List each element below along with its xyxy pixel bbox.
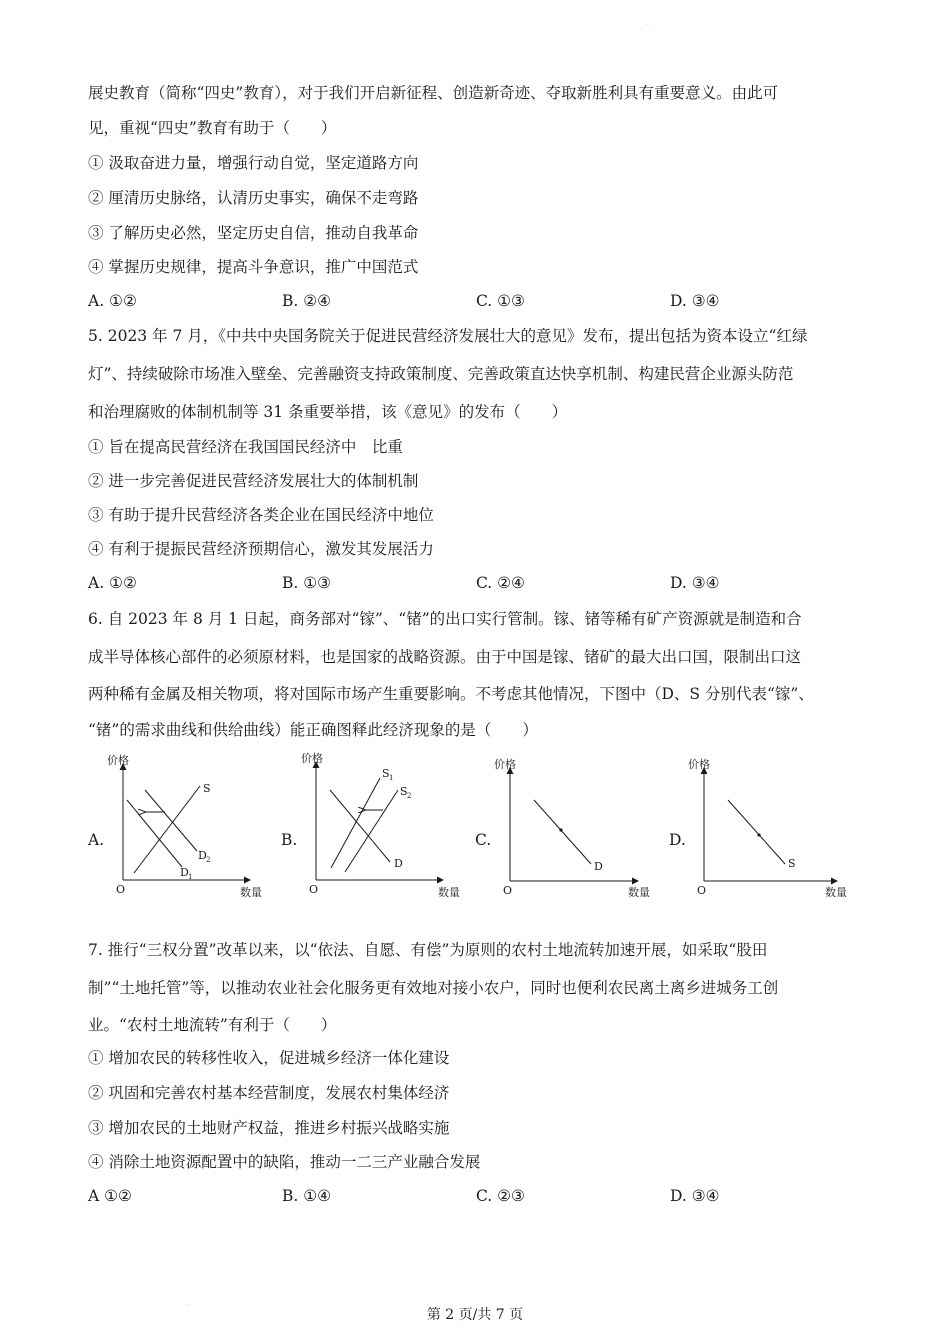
graph-d — [682, 750, 862, 900]
question-text-line: 5. 2023 年 7 月，《中共中央国务院关于促进民营经济发展壮大的意见》发布，提出包括为资本设立“红绿 — [88, 327, 808, 345]
statement-item: ④ 消除土地资源配置中的缺陷，推动一二三产业融合发展 — [88, 1153, 481, 1171]
graph-a — [100, 750, 280, 900]
demand-curve — [330, 790, 390, 862]
demand-d2-label: D — [198, 849, 207, 862]
supply-s2-label: S — [400, 785, 408, 798]
statement-item: ② 进一步完善促进民营经济发展壮大的体制机制 — [88, 472, 419, 490]
option-c: C. ②③ — [476, 1187, 525, 1205]
y-axis-label: 价格 — [494, 758, 516, 771]
statement-item: ① 增加农民的转移性收入，促进城乡经济一体化建设 — [88, 1049, 450, 1067]
graph-b — [293, 750, 473, 900]
graph-c-option-label: C. — [475, 831, 492, 849]
scan-mark: . — [647, 20, 649, 27]
question-text-line: 见，重视“四史”教育有助于（ ） — [88, 119, 337, 137]
question-text-line: 制”“土地托管”等，以推动农业社会化服务更有效地对接小农户，同时也便利农民离土离乡进城务工创 — [88, 979, 779, 997]
statement-item: ④ 有利于提振民营经济预期信心，激发其发展活力 — [88, 540, 434, 558]
statement-item: ③ 增加农民的土地财产权益，推进乡村振兴战略实施 — [88, 1119, 450, 1137]
answer-options — [88, 291, 868, 311]
graph-d-option-label: D. — [669, 831, 686, 849]
option-d: D. ③④ — [670, 1187, 720, 1205]
x-axis-label: 数量 — [825, 886, 847, 899]
supply-curve-s1 — [331, 778, 380, 868]
option-c: C. ②④ — [476, 574, 525, 592]
question-text-line: “锗”的需求曲线和供给曲线）能正确图释此经济现象的是（ ） — [88, 721, 538, 739]
option-a: A. ①② — [88, 574, 137, 592]
x-axis-label: 数量 — [240, 886, 262, 899]
y-axis-label: 价格 — [107, 754, 129, 767]
statement-item: ② 巩固和完善农村基本经营制度，发展农村集体经济 — [88, 1084, 450, 1102]
supply-s1-subscript: 1 — [389, 774, 394, 782]
curve-point — [559, 828, 562, 831]
x-axis-label: 数量 — [628, 886, 650, 899]
demand-label: D — [394, 857, 403, 870]
statement-item: ④ 掌握历史规律，提高斗争意识，推广中国范式 — [88, 258, 419, 276]
graph-c — [488, 750, 668, 900]
option-b: B. ①④ — [282, 1187, 332, 1205]
demand-d1-label: D — [180, 866, 189, 879]
scan-mark: . — [188, 1300, 190, 1307]
option-d: D. ③④ — [670, 574, 720, 592]
graph-b-option-label: B. — [281, 831, 298, 849]
demand-curve — [534, 800, 591, 864]
question-text-line: 展史教育（简称“四史”教育），对于我们开启新征程、创造新奇迹、夺取新胜利具有重要意义。由此可 — [88, 84, 779, 102]
origin-label: O — [503, 884, 513, 897]
origin-label: O — [697, 884, 707, 897]
statement-item: ③ 了解历史必然，坚定历史自信，推动自我革命 — [88, 224, 419, 242]
question-text-line: 两种稀有金属及相关物项，将对国际市场产生重要影响。不考虑其他情况，下图中（D、S 分别代表“镓”、 — [88, 685, 814, 703]
supply-curve — [134, 786, 200, 873]
supply-line — [728, 800, 785, 864]
curve-label: S — [788, 857, 796, 870]
answer-options — [88, 573, 868, 593]
question-text-line: 6. 自 2023 年 8 月 1 日起，商务部对“镓”、“锗”的出口实行管制。镓、锗等稀有矿产资源就是制造和合 — [88, 610, 802, 628]
supply-label: S — [203, 782, 211, 795]
curve-point — [757, 833, 760, 836]
x-axis-label: 数量 — [438, 886, 460, 899]
question-text-line: 灯”、持续破除市场准入壁垒、完善融资支持政策制度、完善政策直达快享机制、构建民营企业源头防范 — [88, 365, 794, 383]
option-d: D. ③④ — [670, 292, 720, 310]
supply-s2-subscript: 2 — [407, 792, 412, 800]
demand-d2-subscript: 2 — [206, 856, 211, 864]
statement-item: ③ 有助于提升民营经济各类企业在国民经济中地位 — [88, 506, 434, 524]
question-text-line: 成半导体核心部件的必须原材料，也是国家的战略资源。由于中国是镓、锗矿的最大出口国，限制出口这 — [88, 648, 802, 666]
page-number: 第 2 页/共 7 页 — [426, 1307, 524, 1323]
statement-item: ② 厘清历史脉络，认清历史事实，确保不走弯路 — [88, 189, 419, 207]
demand-curve-d2 — [145, 790, 197, 851]
option-b: B. ②④ — [282, 292, 332, 310]
supply-s1-label: S — [382, 767, 390, 780]
demand-curve-d1 — [127, 800, 182, 867]
origin-label: O — [116, 883, 126, 896]
demand-d1-subscript: 1 — [188, 873, 193, 881]
answer-options — [88, 1186, 868, 1206]
question-text-line: 和治理腐败的体制机制等 31 条重要举措，该《意见》的发布（ ） — [88, 403, 568, 421]
y-axis-label: 价格 — [301, 752, 323, 765]
option-a: A ①② — [88, 1187, 132, 1205]
y-axis-label: 价格 — [688, 758, 710, 771]
option-a: A. ①② — [88, 292, 137, 310]
statement-item: ① 旨在提高民营经济在我国国民经济中 比重 — [88, 438, 403, 456]
graph-a-option-label: A. — [88, 831, 105, 849]
question-text-line: 业。“农村土地流转”有利于（ ） — [88, 1016, 337, 1034]
supply-curve-s2 — [345, 790, 398, 872]
statement-item: ① 汲取奋进力量，增强行动自觉，坚定道路方向 — [88, 154, 419, 172]
curve-label: D — [594, 860, 603, 873]
origin-label: O — [309, 883, 319, 896]
question-text-line: 7. 推行“三权分置”改革以来，以“依法、自愿、有偿”为原则的农村土地流转加速开展，如采取“股田 — [88, 941, 768, 959]
option-b: B. ①③ — [282, 574, 332, 592]
option-c: C. ①③ — [476, 292, 525, 310]
